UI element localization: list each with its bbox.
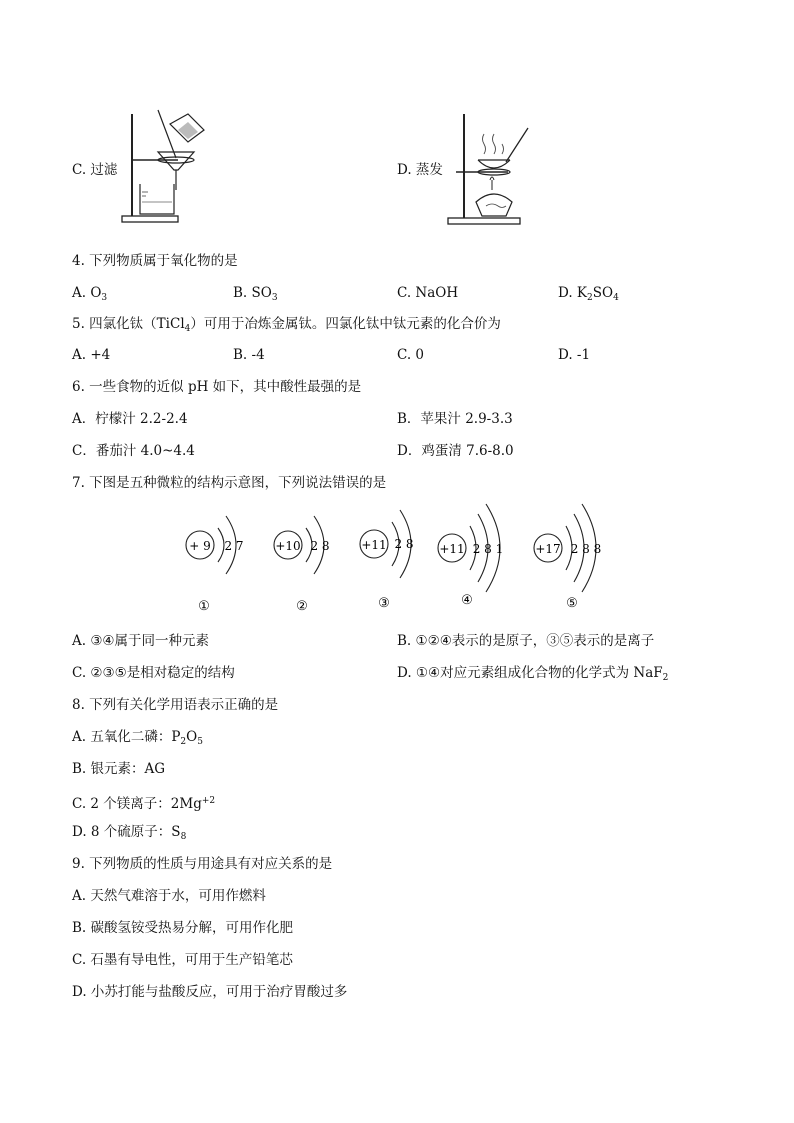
filtration-apparatus-illustration (118, 108, 218, 228)
q7-option-c: C. ②③⑤是相对稳定的结构 (72, 665, 235, 681)
q4-option-c: C. NaOH (397, 285, 459, 301)
particle-2-label: ② (296, 599, 308, 614)
particle-1-label: ① (198, 599, 210, 614)
q5-stem-b: ）可用于冶炼金属钛。四氯化钛中钛元素的化合价为 (190, 316, 501, 332)
q8-stem: 8. 下列有关化学用语表示正确的是 (72, 697, 279, 713)
q6-option-b: B．苹果汁 2.9-3.3 (397, 411, 513, 427)
q4-d-sub1: 2 (587, 293, 593, 303)
q5-option-d: D. -1 (558, 347, 591, 363)
particle-2-nucleus: +10 (275, 539, 301, 553)
particle-3-label: ③ (378, 596, 390, 611)
q7-d-sub: 2 (662, 673, 669, 683)
evaporation-apparatus-illustration (446, 110, 536, 230)
q7-option-a: A. ③④属于同一种元素 (72, 633, 210, 649)
q8-c-sup: +2 (201, 796, 216, 806)
q5-option-b: B. -4 (233, 347, 265, 363)
q4-option-d (558, 284, 619, 307)
particle-3-nucleus: +11 (361, 538, 387, 552)
q6-option-c: C．番茄汁 4.0~4.4 (72, 443, 195, 459)
q4-a-sub: 3 (101, 293, 108, 303)
q5-stem-a: 5. 四氯化钛（TiCl (72, 316, 185, 332)
q4-b-sub: 3 (271, 293, 278, 303)
q8-a-mid: O (186, 729, 198, 745)
particle-4-diagram (438, 504, 503, 608)
q4-stem: 4. 下列物质属于氧化物的是 (72, 253, 238, 269)
q7-option-b: B. ①②④表示的是原子，③⑤表示的是离子 (397, 633, 655, 649)
q3-option-d: D. 蒸发 (397, 162, 443, 178)
particle-5-label: ⑤ (566, 596, 578, 611)
atomic-structure-diagrams (170, 500, 630, 620)
q5-stem-sub: 4 (184, 324, 191, 334)
q6-option-a: A．柠檬汁 2.2-2.4 (72, 411, 188, 427)
q8-a-text: A. 五氧化二磷：P (72, 729, 181, 745)
particle-5-diagram (534, 504, 601, 611)
particle-2-diagram (274, 516, 330, 614)
q7-option-d (397, 664, 668, 687)
q8-option-c (72, 792, 215, 813)
q6-option-d: D．鸡蛋清 7.6-8.0 (397, 443, 514, 459)
q5-stem (72, 315, 501, 338)
q9-option-c: C. 石墨有导电性，可用于生产铅笔芯 (72, 952, 293, 968)
particle-5-nucleus: +17 (535, 542, 561, 556)
particle-4-label: ④ (461, 593, 473, 608)
q7-stem: 7. 下图是五种微粒的结构示意图，下列说法错误的是 (72, 475, 387, 491)
q8-option-a (72, 728, 203, 751)
q8-d-text: D. 8 个硫原子：S (72, 824, 181, 840)
q8-d-sub: 8 (180, 832, 187, 842)
q3-option-c: C. 过滤 (72, 162, 118, 178)
particle-4-electrons: 2 8 1 (472, 542, 504, 556)
q8-c-text: C. 2 个镁离子：2Mg (72, 796, 202, 812)
q4-d-sub2: 4 (613, 293, 619, 303)
particle-3-electrons: 2 8 (394, 537, 414, 551)
q8-a-sub1: 2 (180, 737, 187, 747)
q4-a-text: A. O (72, 285, 102, 301)
q9-option-a: A. 天然气难溶于水，可用作燃料 (72, 888, 266, 904)
particle-1-nucleus: + 9 (189, 539, 211, 553)
particle-2-electrons: 2 8 (310, 539, 330, 553)
q8-option-d (72, 823, 186, 846)
q4-option-b (233, 284, 278, 307)
particle-4-nucleus: +11 (439, 542, 465, 556)
q6-stem: 6. 一些食物的近似 pH 如下，其中酸性最强的是 (72, 379, 362, 395)
q9-option-d: D. 小苏打能与盐酸反应，可用于治疗胃酸过多 (72, 984, 348, 1000)
q5-option-c: C. 0 (397, 347, 425, 363)
q5-option-a: A. +4 (72, 347, 111, 363)
q9-stem: 9. 下列物质的性质与用途具有对应关系的是 (72, 856, 333, 872)
q4-b-text: B. SO (233, 285, 272, 301)
q7-d-text: D. ①④对应元素组成化合物的化学式为 NaF (397, 665, 663, 681)
q4-option-a (72, 284, 107, 307)
q4-d-text: D. K (558, 285, 588, 301)
particle-3-diagram (360, 510, 414, 611)
q8-option-b: B. 银元素：AG (72, 761, 166, 777)
particle-1-diagram (186, 516, 244, 614)
q9-option-b: B. 碳酸氢铵受热易分解，可用作化肥 (72, 920, 294, 936)
q8-a-sub2: 5 (197, 737, 203, 747)
particle-1-electrons: 2 7 (224, 539, 244, 553)
q4-d-mid: SO (592, 285, 614, 301)
particle-5-electrons: 2 8 8 (570, 542, 602, 556)
